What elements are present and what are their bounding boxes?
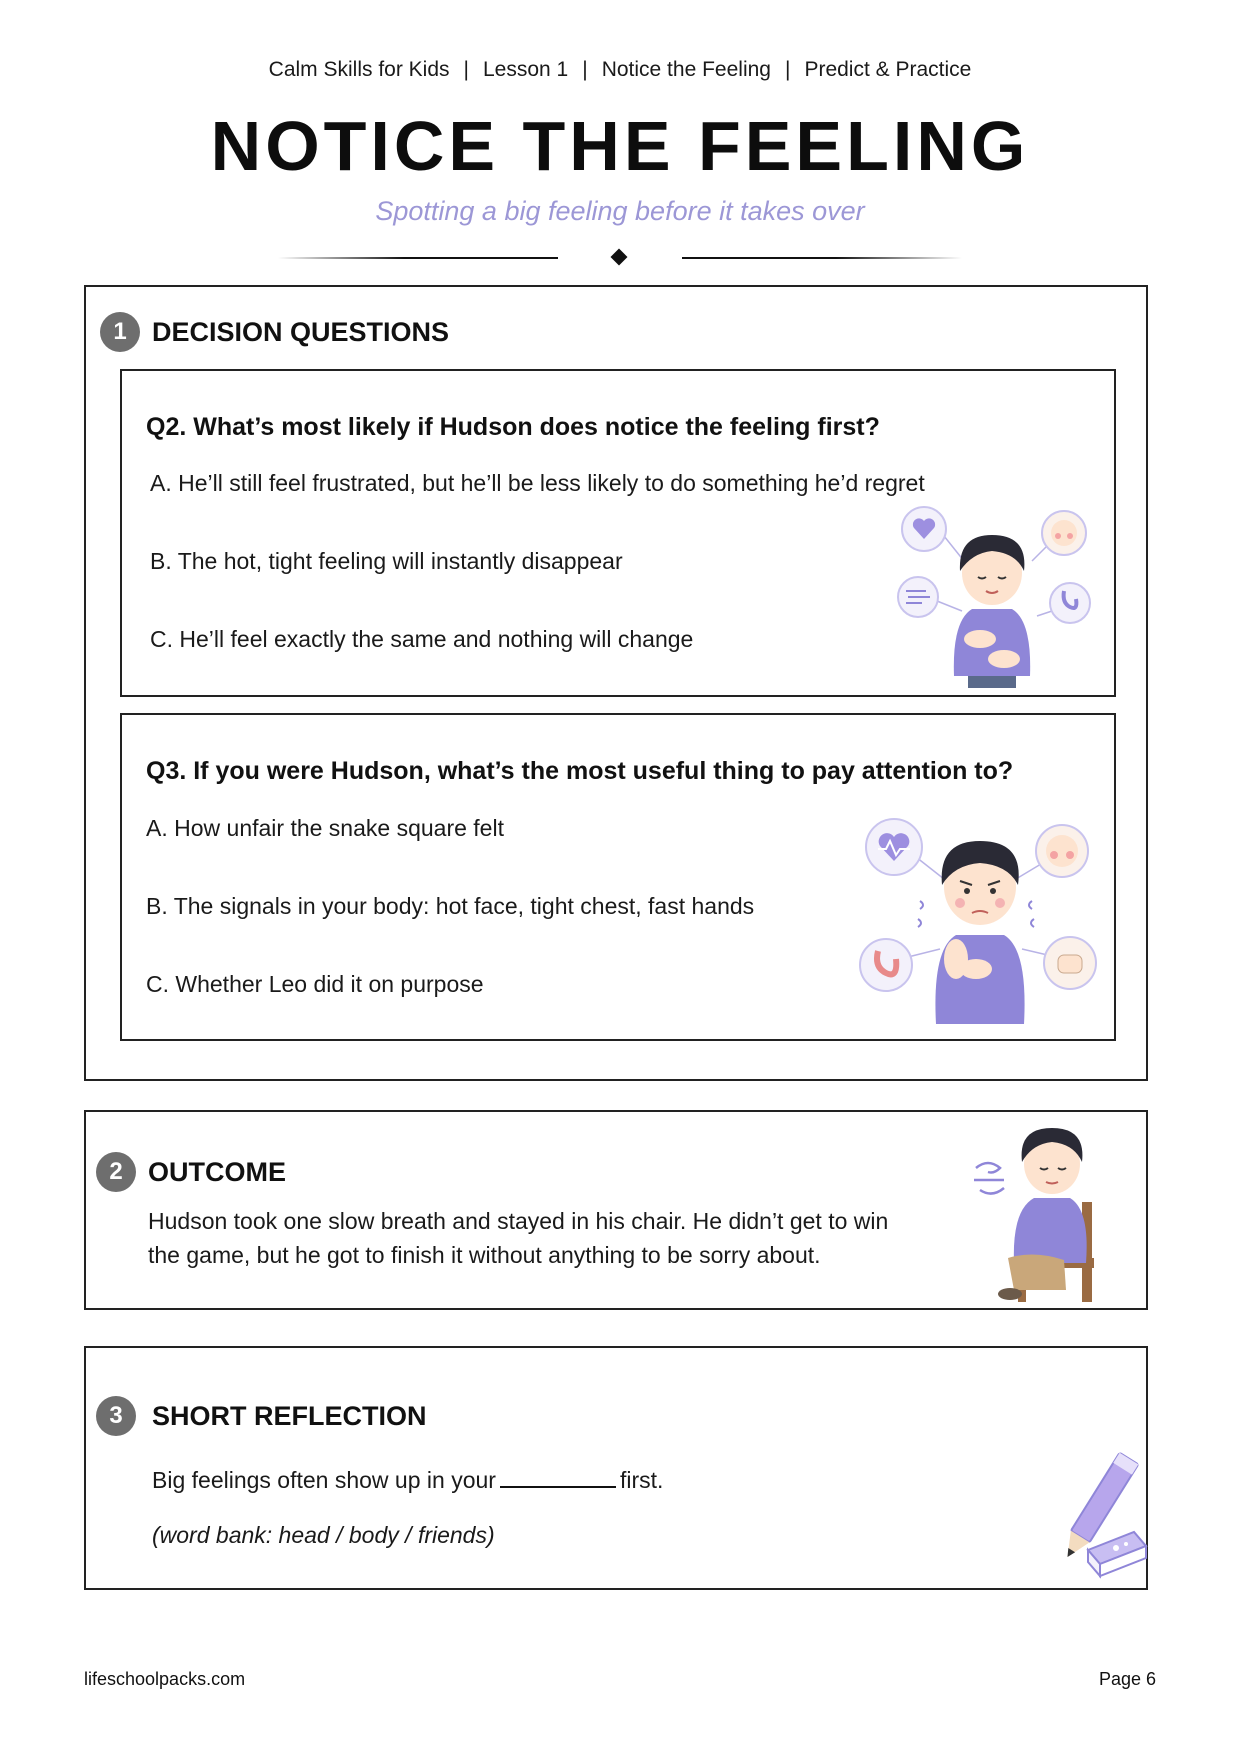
outcome-line-1: Hudson took one slow breath and stayed in his chair. He didn’t get to win <box>148 1208 889 1234</box>
question-prompt: Q2. What’s most likely if Hudson does notice the feeling first? <box>146 413 880 441</box>
section-decision-questions <box>84 285 1148 1081</box>
breadcrumb-separator: | <box>463 58 469 81</box>
section-title: DECISION QUESTIONS <box>152 317 450 347</box>
pencil-eraser-illustration <box>1038 1450 1148 1580</box>
section-short-reflection <box>84 1346 1148 1590</box>
answer-option-b[interactable]: B. The signals in your body: hot face, tight chest, fast hands <box>146 893 755 919</box>
worried-boy-illustration <box>856 809 1096 1029</box>
divider-left <box>278 257 558 259</box>
eraser-icon <box>1088 1532 1146 1576</box>
section-number-badge: 1 <box>100 312 140 352</box>
breadcrumb <box>0 58 1240 82</box>
question-prompt: Q3. If you were Hudson, what’s the most useful thing to pay attention to? <box>146 757 1014 785</box>
section-title: SHORT REFLECTION <box>152 1401 427 1431</box>
answer-option-c[interactable]: C. Whether Leo did it on purpose <box>146 971 484 997</box>
section-outcome <box>84 1110 1148 1310</box>
calm-boy-illustration <box>892 491 1092 691</box>
outcome-line-2: the game, but he got to finish it without anything to be sorry about. <box>148 1242 821 1268</box>
answer-option-a[interactable]: A. How unfair the snake square felt <box>146 815 504 841</box>
stomach-icon <box>1050 583 1090 623</box>
footer-page-number: Page 6 <box>1098 1669 1156 1689</box>
breadcrumb-separator: | <box>582 58 588 81</box>
page-subtitle: Spotting a big feeling before it takes over <box>375 196 865 226</box>
breadcrumb-activity: Predict & Practice <box>804 58 972 81</box>
page-title: NOTICE THE FEELING <box>210 107 1030 185</box>
divider-diamond <box>611 249 628 266</box>
section-number-badge: 2 <box>96 1152 136 1192</box>
breadcrumb-separator: | <box>784 58 791 81</box>
answer-option-b[interactable]: B. The hot, tight feeling will instantly disappear <box>150 548 623 574</box>
reflection-sentence <box>152 1463 663 1497</box>
breadcrumb-lesson: Lesson 1 <box>483 58 569 81</box>
question-card-q2 <box>120 369 1116 697</box>
word-bank: (word bank: head / body / friends) <box>152 1522 495 1548</box>
breadcrumb-course: Calm Skills for Kids <box>268 58 450 81</box>
stomach-icon <box>860 939 912 991</box>
question-card-q3 <box>120 713 1116 1041</box>
answer-option-c[interactable]: C. He’ll feel exactly the same and nothing will change <box>150 626 694 652</box>
sentence-end: first. <box>619 1467 664 1493</box>
footer-website: lifeschoolpacks.com <box>84 1669 246 1689</box>
breadcrumb-topic: Notice the Feeling <box>601 58 771 81</box>
section-title: OUTCOME <box>148 1157 286 1187</box>
divider-right <box>682 257 962 259</box>
section-number-badge: 3 <box>96 1396 136 1436</box>
breath-icon <box>974 1163 1004 1194</box>
sentence-start: Big feelings often show up in your <box>152 1467 496 1493</box>
boy-breathing-illustration <box>974 1118 1124 1306</box>
answer-option-a[interactable]: A. He’ll still feel frustrated, but he’ll be less likely to do something he’d regret <box>150 470 925 496</box>
fill-in-blank[interactable] <box>500 1466 616 1488</box>
outcome-text <box>148 1204 908 1272</box>
